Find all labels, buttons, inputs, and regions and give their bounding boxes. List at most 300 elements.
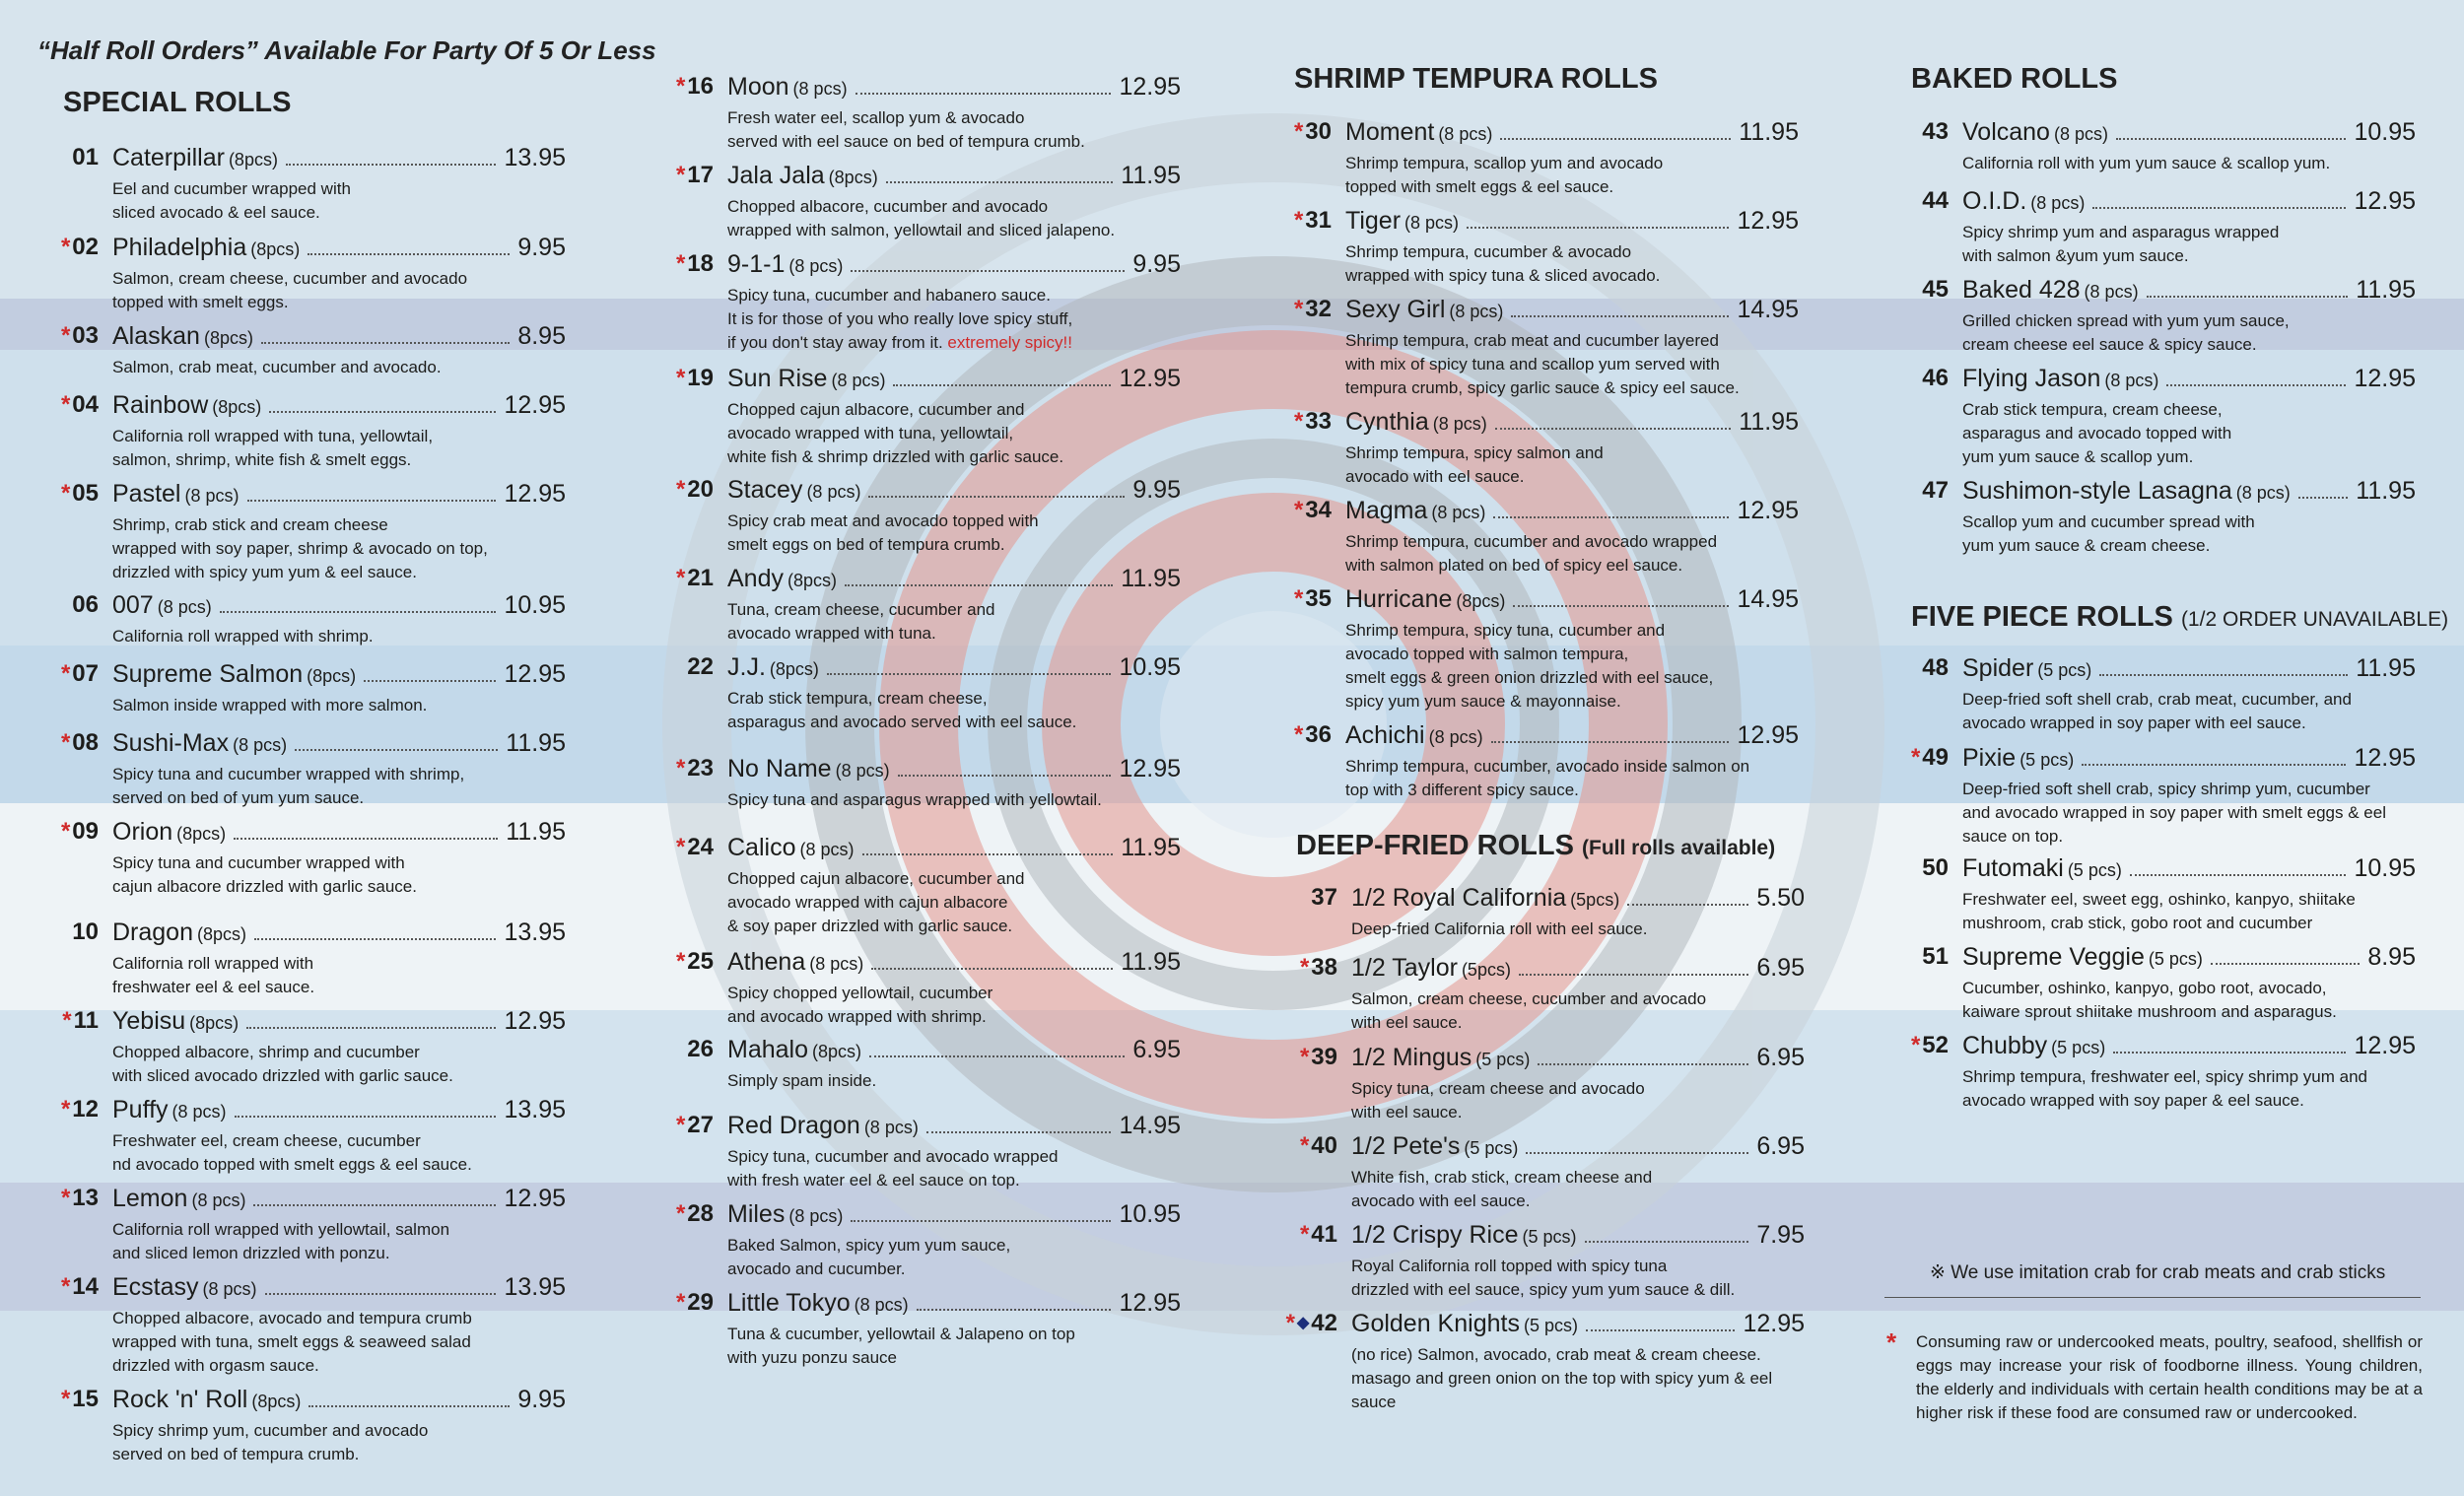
item-number [37,1273,99,1301]
item-price: 10.95 [1119,653,1181,681]
item-description [727,687,1076,734]
item-name: Rainbow [112,391,209,419]
menu-item-22[interactable] [652,653,1181,732]
item-title-line [1351,1132,1805,1161]
item-name: Red Dragon [727,1112,860,1139]
raw-warning-asterisk-icon: * [60,1273,71,1300]
menu-item-12[interactable] [37,1096,566,1175]
item-number-text: 04 [72,391,99,418]
item-description [1345,755,1749,802]
item-number [37,729,99,757]
item-name: Magma [1345,497,1428,524]
item-description [1345,619,1713,714]
menu-item-46[interactable] [1887,365,2416,466]
menu-item-47[interactable] [1887,477,2416,556]
item-description-text: Shrimp tempura, scallop yum and avocado topped with smelt eggs & eel sauce. [1345,154,1664,196]
item-number-text: 02 [72,234,99,260]
item-pieces: (5 pcs) [1464,1138,1519,1158]
menu-item-35[interactable] [1270,585,1799,711]
item-number-text: 47 [1922,477,1949,504]
dot-leader [234,838,498,840]
menu-item-08[interactable] [37,729,566,808]
item-description [112,952,314,999]
item-price: 12.95 [1119,1289,1181,1317]
item-description [1351,987,1706,1035]
item-name: 1/2 Pete's [1351,1132,1461,1160]
section-title-note: (Full rolls available) [1582,837,1776,859]
item-title-line [112,480,566,509]
raw-warning-asterisk-icon: * [675,948,686,975]
raw-warning-asterisk-icon: * [675,73,686,100]
raw-warning-asterisk-icon: * [1293,585,1304,612]
item-pieces: (8 pcs) [788,1206,844,1226]
item-number [37,322,99,350]
item-description [1351,1343,1772,1414]
menu-item-06[interactable] [37,591,566,670]
item-name: Hurricane [1345,585,1453,613]
item-pieces: (8pcs) [812,1042,862,1061]
dot-leader [1495,428,1732,430]
raw-warning-asterisk-icon: * [1299,1221,1310,1248]
item-description [727,598,995,646]
raw-warning-asterisk-icon: * [675,1289,686,1316]
item-name: Sexy Girl [1345,296,1446,323]
dot-leader [2298,497,2348,499]
item-pieces: (5 pcs) [2051,1038,2106,1057]
menu-item-11[interactable] [37,1007,566,1086]
item-title-line [112,1386,566,1414]
menu-item-34[interactable] [1270,497,1799,576]
item-number [652,73,714,101]
item-description-text: Chopped albacore, shrimp and cucumber with sliced avocado drizzled with garlic sauce. [112,1043,453,1085]
menu-item-31[interactable] [1270,207,1799,286]
item-description-text: Salmon, cream cheese, cucumber and avocado with eel sauce. [1351,989,1707,1032]
dot-leader [856,93,1112,95]
menu-item-36[interactable] [1270,721,1799,800]
menu-item-02[interactable] [37,234,566,312]
menu-item-51[interactable] [1887,943,2416,1022]
item-description [727,106,1085,154]
item-description-text: (no rice) Salmon, avocado, crab meat & cream cheese. masago and green onion on the top with spicy yum & eel sauce [1351,1345,1773,1411]
item-number-text: 28 [687,1200,714,1227]
menu-item-19[interactable] [652,365,1181,466]
item-description [1345,240,1660,288]
section-title-text: DEEP-FRIED ROLLS [1296,830,1574,861]
item-pieces: (8 pcs) [2104,371,2159,390]
section-title-note: (1/2 ORDER UNAVAILABLE) [2180,608,2449,631]
item-price: 11.95 [506,729,566,757]
raw-warning-asterisk-icon: * [1299,1044,1310,1070]
item-pieces: (5 pcs) [2019,750,2075,770]
dot-leader [1513,605,1729,607]
item-description [112,1129,472,1177]
item-description [727,982,992,1029]
item-number [37,391,99,419]
section-title-text: BAKED ROLLS [1911,63,2118,95]
item-name: Yebisu [112,1007,186,1035]
item-number [37,1007,99,1035]
item-price: 14.95 [1119,1112,1181,1139]
dot-leader [364,680,496,682]
menu-item-23[interactable] [652,755,1181,834]
item-price: 11.95 [2356,477,2416,505]
item-number-text: 48 [1922,654,1949,681]
item-number-text: 45 [1922,276,1949,303]
item-description [112,1218,449,1265]
menu-item-37[interactable] [1276,884,1805,963]
item-price: 12.95 [2354,1032,2416,1059]
item-number-text: 22 [687,653,714,680]
menu-item-20[interactable] [652,476,1181,555]
item-number [652,1112,714,1139]
item-number [37,234,99,261]
item-number [1276,1221,1337,1249]
item-pieces: (8pcs) [250,239,301,259]
item-price: 12.95 [504,660,566,688]
item-title-line [112,144,566,172]
dot-leader [1538,1063,1748,1065]
item-number-text: 13 [72,1185,99,1211]
dot-leader [220,611,497,613]
item-price: 12.95 [1737,207,1799,235]
dot-leader [862,853,1114,855]
item-price: 9.95 [1132,250,1181,278]
item-description-text: Eel and cucumber wrapped with sliced avocado & eel sauce. [112,179,351,222]
item-title-line [727,565,1181,593]
menu-item-44[interactable] [1887,187,2416,266]
menu-item-42[interactable] [1276,1310,1805,1411]
dot-leader [295,749,498,751]
menu-item-27[interactable] [652,1112,1181,1190]
item-number-text: 25 [687,948,714,975]
menu-item-38[interactable] [1276,954,1805,1033]
item-title-line [112,918,566,947]
dot-leader [265,1293,497,1295]
menu-item-09[interactable] [37,818,566,897]
item-pieces: (5 pcs) [1523,1316,1578,1335]
item-description-text: Grilled chicken spread with yum yum sauce, cream cheese eel sauce & spicy sauce. [1962,311,2290,354]
menu-item-32[interactable] [1270,296,1799,397]
item-description-text: Spicy tuna and asparagus wrapped with yellowtail. [727,790,1102,809]
item-number [1276,1132,1337,1160]
item-title-line [1962,276,2416,305]
item-price: 10.95 [1119,1200,1181,1228]
item-name: Ecstasy [112,1273,199,1301]
item-title-line [1351,884,1805,913]
raw-warning-asterisk-icon: * [1285,1310,1295,1336]
raw-warning-asterisk-icon: * [1910,1032,1921,1058]
raw-warning-asterisk-icon: * [60,660,71,687]
menu-item-01[interactable] [37,144,566,223]
menu-item-28[interactable] [652,1200,1181,1279]
item-description-text: Freshwater eel, sweet egg, oshinko, kanpyo, shiitake mushroom, crab stick, gobo root and cucumber [1962,890,2356,932]
dot-leader [1493,516,1729,518]
item-description-text: Shrimp tempura, spicy salmon and avocado with eel sauce. [1345,443,1604,486]
item-pieces: (8 pcs) [1432,414,1487,434]
item-number-text: 32 [1305,296,1332,322]
dot-leader [1627,904,1748,906]
item-description-text: Deep-fried soft shell crab, spicy shrimp yum, cucumber and avocado wrapped in soy paper with smelt eggs & eel sauce on top. [1962,780,2386,846]
item-description-text: Spicy chopped yellowtail, cucumber and avocado wrapped with shrimp. [727,984,993,1026]
menu-item-13[interactable] [37,1185,566,1263]
menu-item-29[interactable] [652,1289,1181,1368]
menu-item-39[interactable] [1276,1044,1805,1122]
menu-item-25[interactable] [652,948,1181,1027]
item-name: Cynthia [1345,408,1429,436]
item-price: 6.95 [1132,1036,1181,1063]
item-description-text: Shrimp, crab stick and cream cheese wrapped with soy paper, shrimp & avocado on top, drizzled with spicy yum yum & eel sauce. [112,515,488,581]
item-pieces: (5 pcs) [2148,949,2203,969]
item-title-line [727,755,1181,783]
item-description-text: Scallop yum and cucumber spread with yum yum sauce & cream cheese. [1962,512,2255,555]
item-number [1887,1032,1949,1059]
menu-item-33[interactable] [1270,408,1799,487]
item-number [37,1096,99,1123]
item-description [1345,152,1663,199]
item-title-line [1962,118,2416,147]
raw-warning-asterisk-icon: * [60,322,71,349]
item-pieces: (5 pcs) [1475,1050,1531,1069]
item-description-text: Shrimp tempura, cucumber & avocado wrapped with spicy tuna & sliced avocado. [1345,242,1661,285]
item-price: 12.95 [1119,365,1181,392]
item-number [1887,654,1949,682]
menu-item-30[interactable] [1270,118,1799,197]
item-number-text: 20 [687,476,714,503]
item-description-text: California roll wrapped with freshwater eel & eel sauce. [112,954,315,996]
item-description-text: Chopped albacore, cucumber and avocado wrapped with salmon, yellowtail and sliced jalapeno. [727,197,1116,239]
menu-item-17[interactable] [652,162,1181,240]
item-name: Spider [1962,654,2034,682]
item-description [1351,918,1647,941]
item-description [727,1323,1075,1370]
item-name: Athena [727,948,806,976]
raw-warning-asterisk-icon: * [60,1386,71,1412]
item-name: Little Tokyo [727,1289,851,1317]
item-title-line [1345,118,1799,147]
menu-item-26[interactable] [652,1036,1181,1115]
item-number [652,565,714,592]
item-number [1270,721,1332,749]
item-description [1962,510,2255,558]
item-pieces: (8 pcs) [1428,727,1483,747]
item-price: 12.95 [504,391,566,419]
item-description-text: Salmon inside wrapped with more salmon. [112,696,428,714]
menu-item-10[interactable] [37,918,566,997]
item-number-text: 06 [72,591,99,618]
menu-item-03[interactable] [37,322,566,401]
raw-warning-asterisk-icon: * [675,365,686,391]
item-number-text: 34 [1305,497,1332,523]
item-title-line [727,834,1181,862]
item-number-text: 50 [1922,854,1949,881]
item-price: 11.95 [2356,654,2416,682]
item-price: 10.95 [2354,854,2416,882]
item-number-text: 31 [1305,207,1332,234]
raw-warning-asterisk-icon: * [675,250,686,277]
item-number [1270,585,1332,613]
item-name: Sun Rise [727,365,828,392]
item-title-line [1351,1310,1805,1338]
item-number [37,818,99,846]
item-price: 7.95 [1756,1221,1805,1249]
item-number-text: 35 [1305,585,1332,612]
item-number [1887,744,1949,772]
item-pieces: (8 pcs) [854,1295,909,1315]
item-number [652,1200,714,1228]
item-name: Volcano [1962,118,2050,146]
raw-warning-asterisk-icon: * [62,1007,72,1034]
item-title-line [1345,408,1799,437]
item-title-line [727,653,1181,682]
menu-item-52[interactable] [1887,1032,2416,1111]
item-pieces: (8pcs) [1456,591,1506,611]
item-title-line [1345,207,1799,236]
item-name: Miles [727,1200,786,1228]
dot-leader [851,270,1125,272]
menu-item-40[interactable] [1276,1132,1805,1211]
item-title-line [727,1036,1181,1064]
raw-warning-asterisk-icon: * [1293,296,1304,322]
item-number [652,653,714,681]
item-description-text: California roll with yum yum sauce & scallop yum. [1962,154,2331,172]
item-description [1345,329,1740,400]
item-description [112,625,374,648]
dot-leader [1500,138,1731,140]
item-price: 5.50 [1756,884,1805,912]
dot-leader [1526,1152,1748,1154]
item-pieces: (8 pcs) [809,954,864,974]
menu-item-05[interactable] [37,480,566,581]
item-description-text: Shrimp tempura, freshwater eel, spicy shrimp yum and avocado wrapped with soy paper & eel sauce. [1962,1067,2367,1110]
dot-leader [2147,296,2349,298]
item-title-line [1962,1032,2416,1060]
item-number [652,834,714,861]
item-name: Supreme Veggie [1962,943,2145,971]
dot-leader [2113,1052,2346,1054]
menu-item-04[interactable] [37,391,566,470]
item-number [1887,118,1949,146]
item-number [1276,884,1337,912]
item-price: 12.95 [2354,744,2416,772]
menu-item-21[interactable] [652,565,1181,644]
item-title-line [1962,477,2416,506]
item-description-text: Spicy crab meat and avocado topped with smelt eggs on bed of tempura crumb. [727,511,1039,554]
item-number-text: 15 [72,1386,99,1412]
section-title-baked [1911,63,2117,96]
item-number [1270,296,1332,323]
menu-item-50[interactable] [1887,854,2416,933]
item-name: Alaskan [112,322,200,350]
warning-asterisk-icon: * [1886,1327,1897,1357]
item-title-line [727,250,1181,279]
item-description-text: California roll wrapped with yellowtail, salmon and sliced lemon drizzled with ponzu. [112,1220,450,1262]
dot-leader [286,164,496,166]
item-description [112,1419,428,1466]
item-name: Stacey [727,476,803,504]
menu-item-24[interactable] [652,834,1181,935]
item-name: 1/2 Crispy Rice [1351,1221,1519,1249]
menu-item-14[interactable] [37,1273,566,1375]
menu-item-15[interactable] [37,1386,566,1464]
raw-warning-asterisk-icon: * [1293,207,1304,234]
menu-item-45[interactable] [1887,276,2416,355]
item-description-text: Chopped cajun albacore, cucumber and avocado wrapped with tuna, yellowtail, white fish & shrimp drizzled with garlic sauce. [727,400,1064,466]
item-number-text: 37 [1311,884,1337,911]
item-pieces: (8 pcs) [2235,483,2291,503]
item-title-line [1351,1044,1805,1072]
dot-leader [898,775,1112,777]
item-description [727,284,1072,355]
item-title-line [727,1289,1181,1318]
item-number-text: 41 [1311,1221,1337,1248]
item-number [37,1185,99,1212]
item-number [1270,408,1332,436]
item-name: Achichi [1345,721,1425,749]
item-title-line [112,591,566,620]
item-title-line [112,1007,566,1036]
item-name: Pixie [1962,744,2017,772]
menu-item-49[interactable] [1887,744,2416,846]
item-name: Tiger [1345,207,1402,235]
item-number-text: 44 [1922,187,1949,214]
section-title-text: SHRIMP TEMPURA ROLLS [1294,63,1658,95]
item-description-text: Shrimp tempura, crab meat and cucumber layered with mix of spicy tuna and scallop yum served with tempura crumb, spicy garlic sauce & spicy eel sauce. [1345,331,1740,397]
item-name: Futomaki [1962,854,2064,882]
menu-item-41[interactable] [1276,1221,1805,1300]
raw-warning-asterisk-icon: * [1299,954,1310,981]
item-pieces: (5 pcs) [1522,1227,1577,1247]
item-number [1887,276,1949,304]
menu-item-16[interactable] [652,73,1181,152]
dot-leader [886,181,1114,183]
menu-item-43[interactable] [1887,118,2416,197]
item-number [1276,1310,1337,1337]
item-name: Pastel [112,480,181,508]
dot-leader [261,342,510,344]
section-title-five [1911,601,2448,634]
dot-leader [893,384,1111,386]
item-price: 6.95 [1756,1044,1805,1071]
item-description-text: Spicy tuna, cucumber and avocado wrapped with fresh water eel & eel sauce on top. [727,1147,1059,1190]
item-title-line [727,1112,1181,1140]
item-number-text: 01 [72,144,99,170]
item-title-line [1962,654,2416,683]
item-title-line [1962,744,2416,773]
item-title-line [1345,585,1799,614]
spicy-warning: extremely spicy!! [942,333,1072,352]
item-number [37,480,99,508]
item-description-text: Crab stick tempura, cream cheese, asparagus and avocado served with eel sauce. [727,689,1077,731]
dot-leader [2099,674,2348,676]
item-number-text: 49 [1922,744,1949,771]
item-title-line [112,1185,566,1213]
item-price: 8.95 [517,322,566,350]
item-name: Orion [112,818,173,846]
item-description-text: Chopped cajun albacore, cucumber and avocado wrapped with cajun albacore & soy paper drizzled with garlic sauce. [727,869,1025,935]
item-price: 11.95 [1739,408,1799,436]
item-number [652,1036,714,1063]
item-pieces: (8 pcs) [788,256,844,276]
dot-leader [269,411,496,413]
menu-item-18[interactable] [652,250,1181,352]
item-description [727,1145,1058,1192]
item-description-text: Salmon, cream cheese, cucumber and avocado topped with smelt eggs. [112,269,468,311]
menu-item-07[interactable] [37,660,566,739]
item-title-line [112,234,566,262]
menu-item-48[interactable] [1887,654,2416,733]
item-title-line [1345,296,1799,324]
item-pieces: (8 pcs) [2053,124,2108,144]
